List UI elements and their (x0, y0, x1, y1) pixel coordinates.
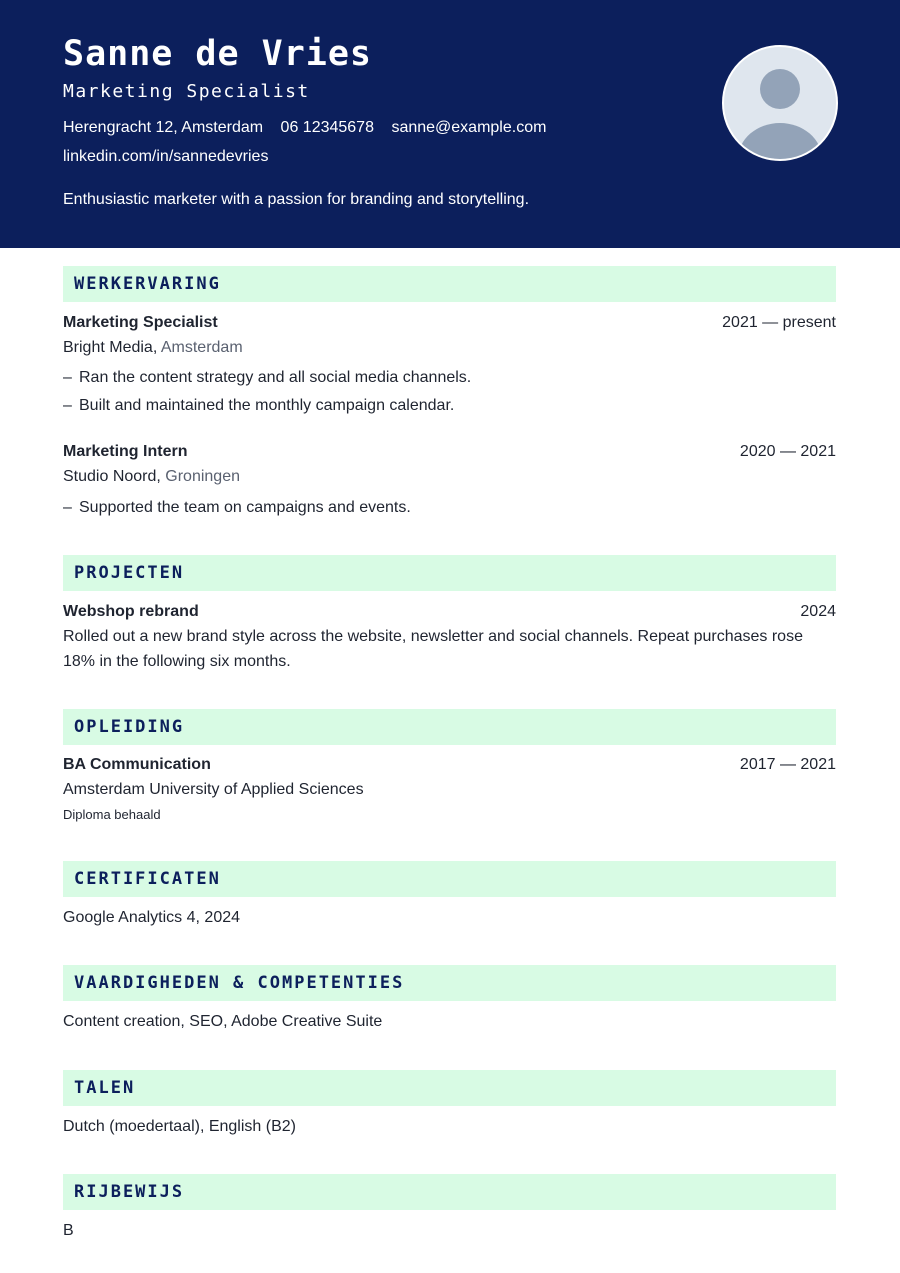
contact-email[interactable]: sanne@example.com (391, 119, 547, 136)
job-company: Bright Media (63, 339, 153, 356)
section-header-certificates (63, 861, 836, 897)
section-header-skills (63, 965, 836, 1001)
job-company: Studio Noord (63, 468, 157, 485)
section-header-projects (63, 555, 836, 591)
contact-line (63, 119, 559, 137)
project-description: Rolled out a new brand style across the website, newsletter and social channels. Repeat purchases rose 18% in the following six months. (63, 628, 803, 670)
avatar (722, 45, 838, 161)
job-title: Marketing Intern (63, 443, 188, 460)
bullet-text: Ran the content strategy and all social media channels. (79, 369, 472, 386)
section-title: WERKERVARING (74, 274, 221, 294)
list-item: – Supported the team on campaigns and events. (63, 499, 411, 516)
job-location: Groningen (165, 468, 240, 485)
job-company-line: Studio Noord, Groningen (63, 468, 240, 485)
bullet-text: Supported the team on campaigns and events. (79, 499, 411, 516)
certificates-text: Google Analytics 4, 2024 (63, 909, 241, 926)
section-title: CERTIFICATEN (74, 869, 221, 889)
section-title: PROJECTEN (74, 563, 185, 583)
section-header-languages (63, 1070, 836, 1106)
section-title: VAARDIGHEDEN & COMPETENTIES (74, 973, 405, 993)
education-note: Diploma behaald (63, 807, 161, 822)
job-title: Marketing Specialist (63, 314, 218, 331)
section-header-education (63, 709, 836, 745)
section-title: OPLEIDING (74, 717, 185, 737)
candidate-role: Marketing Specialist (63, 81, 310, 102)
contact-linkedin[interactable]: linkedin.com/in/sannedevries (63, 148, 269, 165)
section-header-experience (63, 266, 836, 302)
license-text: B (63, 1222, 74, 1239)
section-title: TALEN (74, 1078, 136, 1098)
skills-text: Content creation, SEO, Adobe Creative Suite (63, 1013, 383, 1030)
candidate-name: Sanne de Vries (63, 34, 373, 74)
languages-text: Dutch (moedertaal), English (B2) (63, 1118, 296, 1135)
job-dates: 2020 — 2021 (739, 443, 836, 460)
list-item: – Ran the content strategy and all social media channels. (63, 369, 472, 386)
education-degree: BA Communication (63, 756, 211, 773)
contact-phone: 06 12345678 (280, 119, 374, 136)
job-location: Amsterdam (160, 339, 243, 356)
list-item: – Built and maintained the monthly campaign calendar. (63, 397, 455, 414)
contact-address: Herengracht 12, Amsterdam (63, 119, 264, 136)
section-title: RIJBEWIJS (74, 1182, 185, 1202)
job-dates: 2021 — present (722, 314, 836, 331)
profile-summary: Enthusiastic marketer with a passion for branding and storytelling. (63, 191, 530, 208)
project-year: 2024 (800, 603, 836, 620)
education-school: Amsterdam University of Applied Sciences (63, 781, 364, 798)
person-icon (724, 47, 836, 159)
education-dates: 2017 — 2021 (739, 756, 836, 773)
cv-header (0, 0, 900, 248)
job-company-line: Bright Media, Amsterdam (63, 339, 243, 356)
section-header-license (63, 1174, 836, 1210)
bullet-text: Built and maintained the monthly campaign calendar. (79, 397, 455, 414)
project-title: Webshop rebrand (63, 603, 199, 620)
